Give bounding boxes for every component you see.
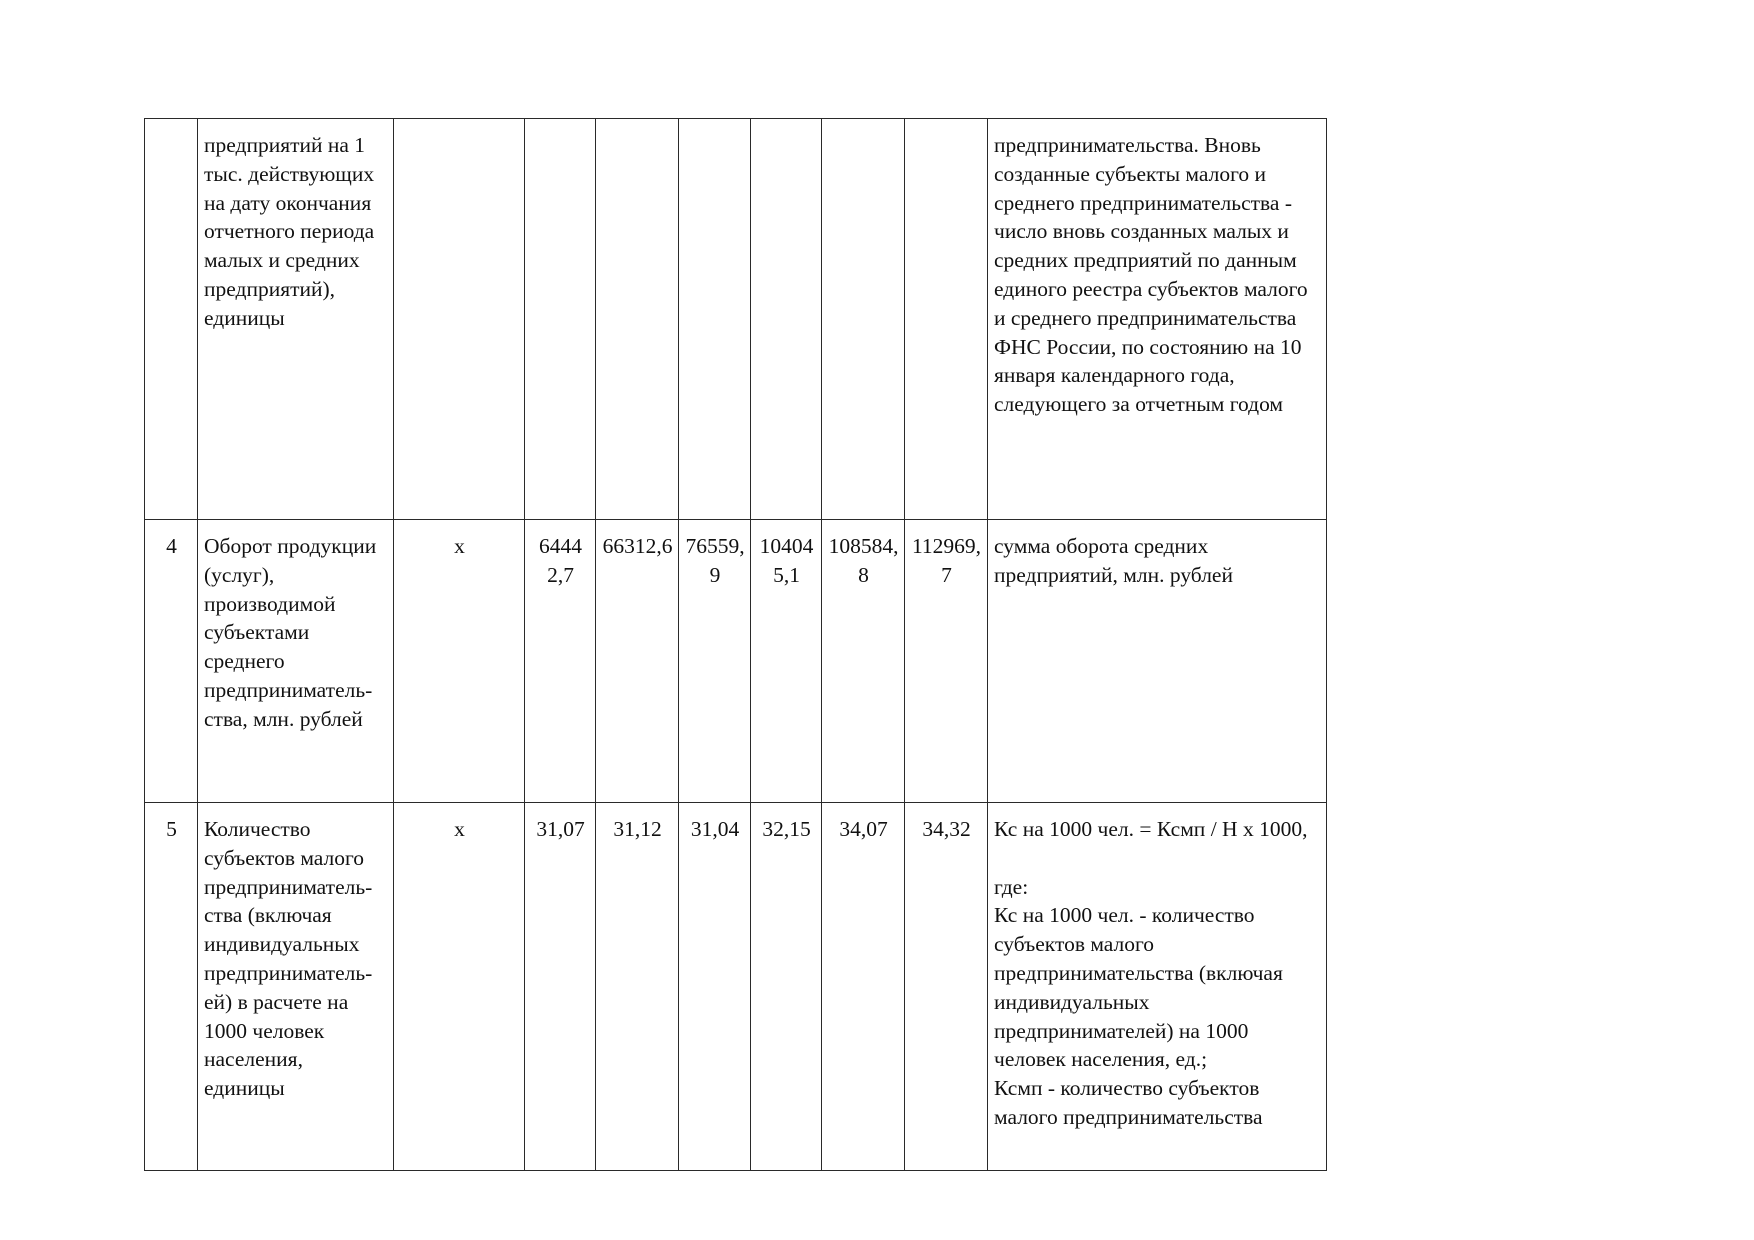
indicator-name: предприятий на 1 тыс. действующих на дату окончания отчетного периода малых и средних предприятий), единицы (198, 119, 394, 520)
value-cell (679, 119, 751, 520)
value-cell (905, 119, 988, 520)
indicator-name: Оборот продукции (услуг), производимой субъектами среднего предпринимательства, млн. рублей (198, 520, 394, 803)
calculation-method: предпринимательства. Вновь созданные субъекты малого и среднего предпринимательства - число вновь созданных малых и средних предприятий по данным единого реестра субъектов малого и среднего предпринимательства ФНС России, по состоянию на 10 января календарного года, следующего за отчетным годом (988, 119, 1327, 520)
calculation-method: Кс на 1000 чел. = Ксмп / Н х 1000, где: Кс на 1000 чел. - количество субъектов малого предпринимательства (включая индивидуальных предпринимателей) на 1000 человек населения, ед.; Ксмп - количество субъектов малого предпринимательства (988, 803, 1327, 1171)
value-cell (751, 119, 822, 520)
unit-mark (394, 119, 525, 520)
value-cell: 104045,1 (751, 520, 822, 803)
row-number: 4 (145, 520, 198, 803)
row-number: 5 (145, 803, 198, 1171)
row-number (145, 119, 198, 520)
unit-mark: х (394, 803, 525, 1171)
value-cell (596, 119, 679, 520)
indicators-table (144, 118, 1327, 1171)
value-cell: 112969,7 (905, 520, 988, 803)
value-cell: 66312,6 (596, 520, 679, 803)
indicator-name: Количество субъектов малого предпринимательства (включая индивидуальных предпринимательей) в расчете на 1000 человек населения, единицы (198, 803, 394, 1171)
table-row (145, 520, 1327, 803)
value-cell: 76559,9 (679, 520, 751, 803)
value-cell: 108584,8 (822, 520, 905, 803)
value-cell: 64442,7 (525, 520, 596, 803)
value-cell: 31,12 (596, 803, 679, 1171)
table-row (145, 803, 1327, 1171)
value-cell: 34,07 (822, 803, 905, 1171)
value-cell: 31,07 (525, 803, 596, 1171)
value-cell: 34,32 (905, 803, 988, 1171)
table-row (145, 119, 1327, 520)
unit-mark: х (394, 520, 525, 803)
calculation-method: сумма оборота средних предприятий, млн. рублей (988, 520, 1327, 803)
value-cell (822, 119, 905, 520)
value-cell: 32,15 (751, 803, 822, 1171)
value-cell: 31,04 (679, 803, 751, 1171)
value-cell (525, 119, 596, 520)
